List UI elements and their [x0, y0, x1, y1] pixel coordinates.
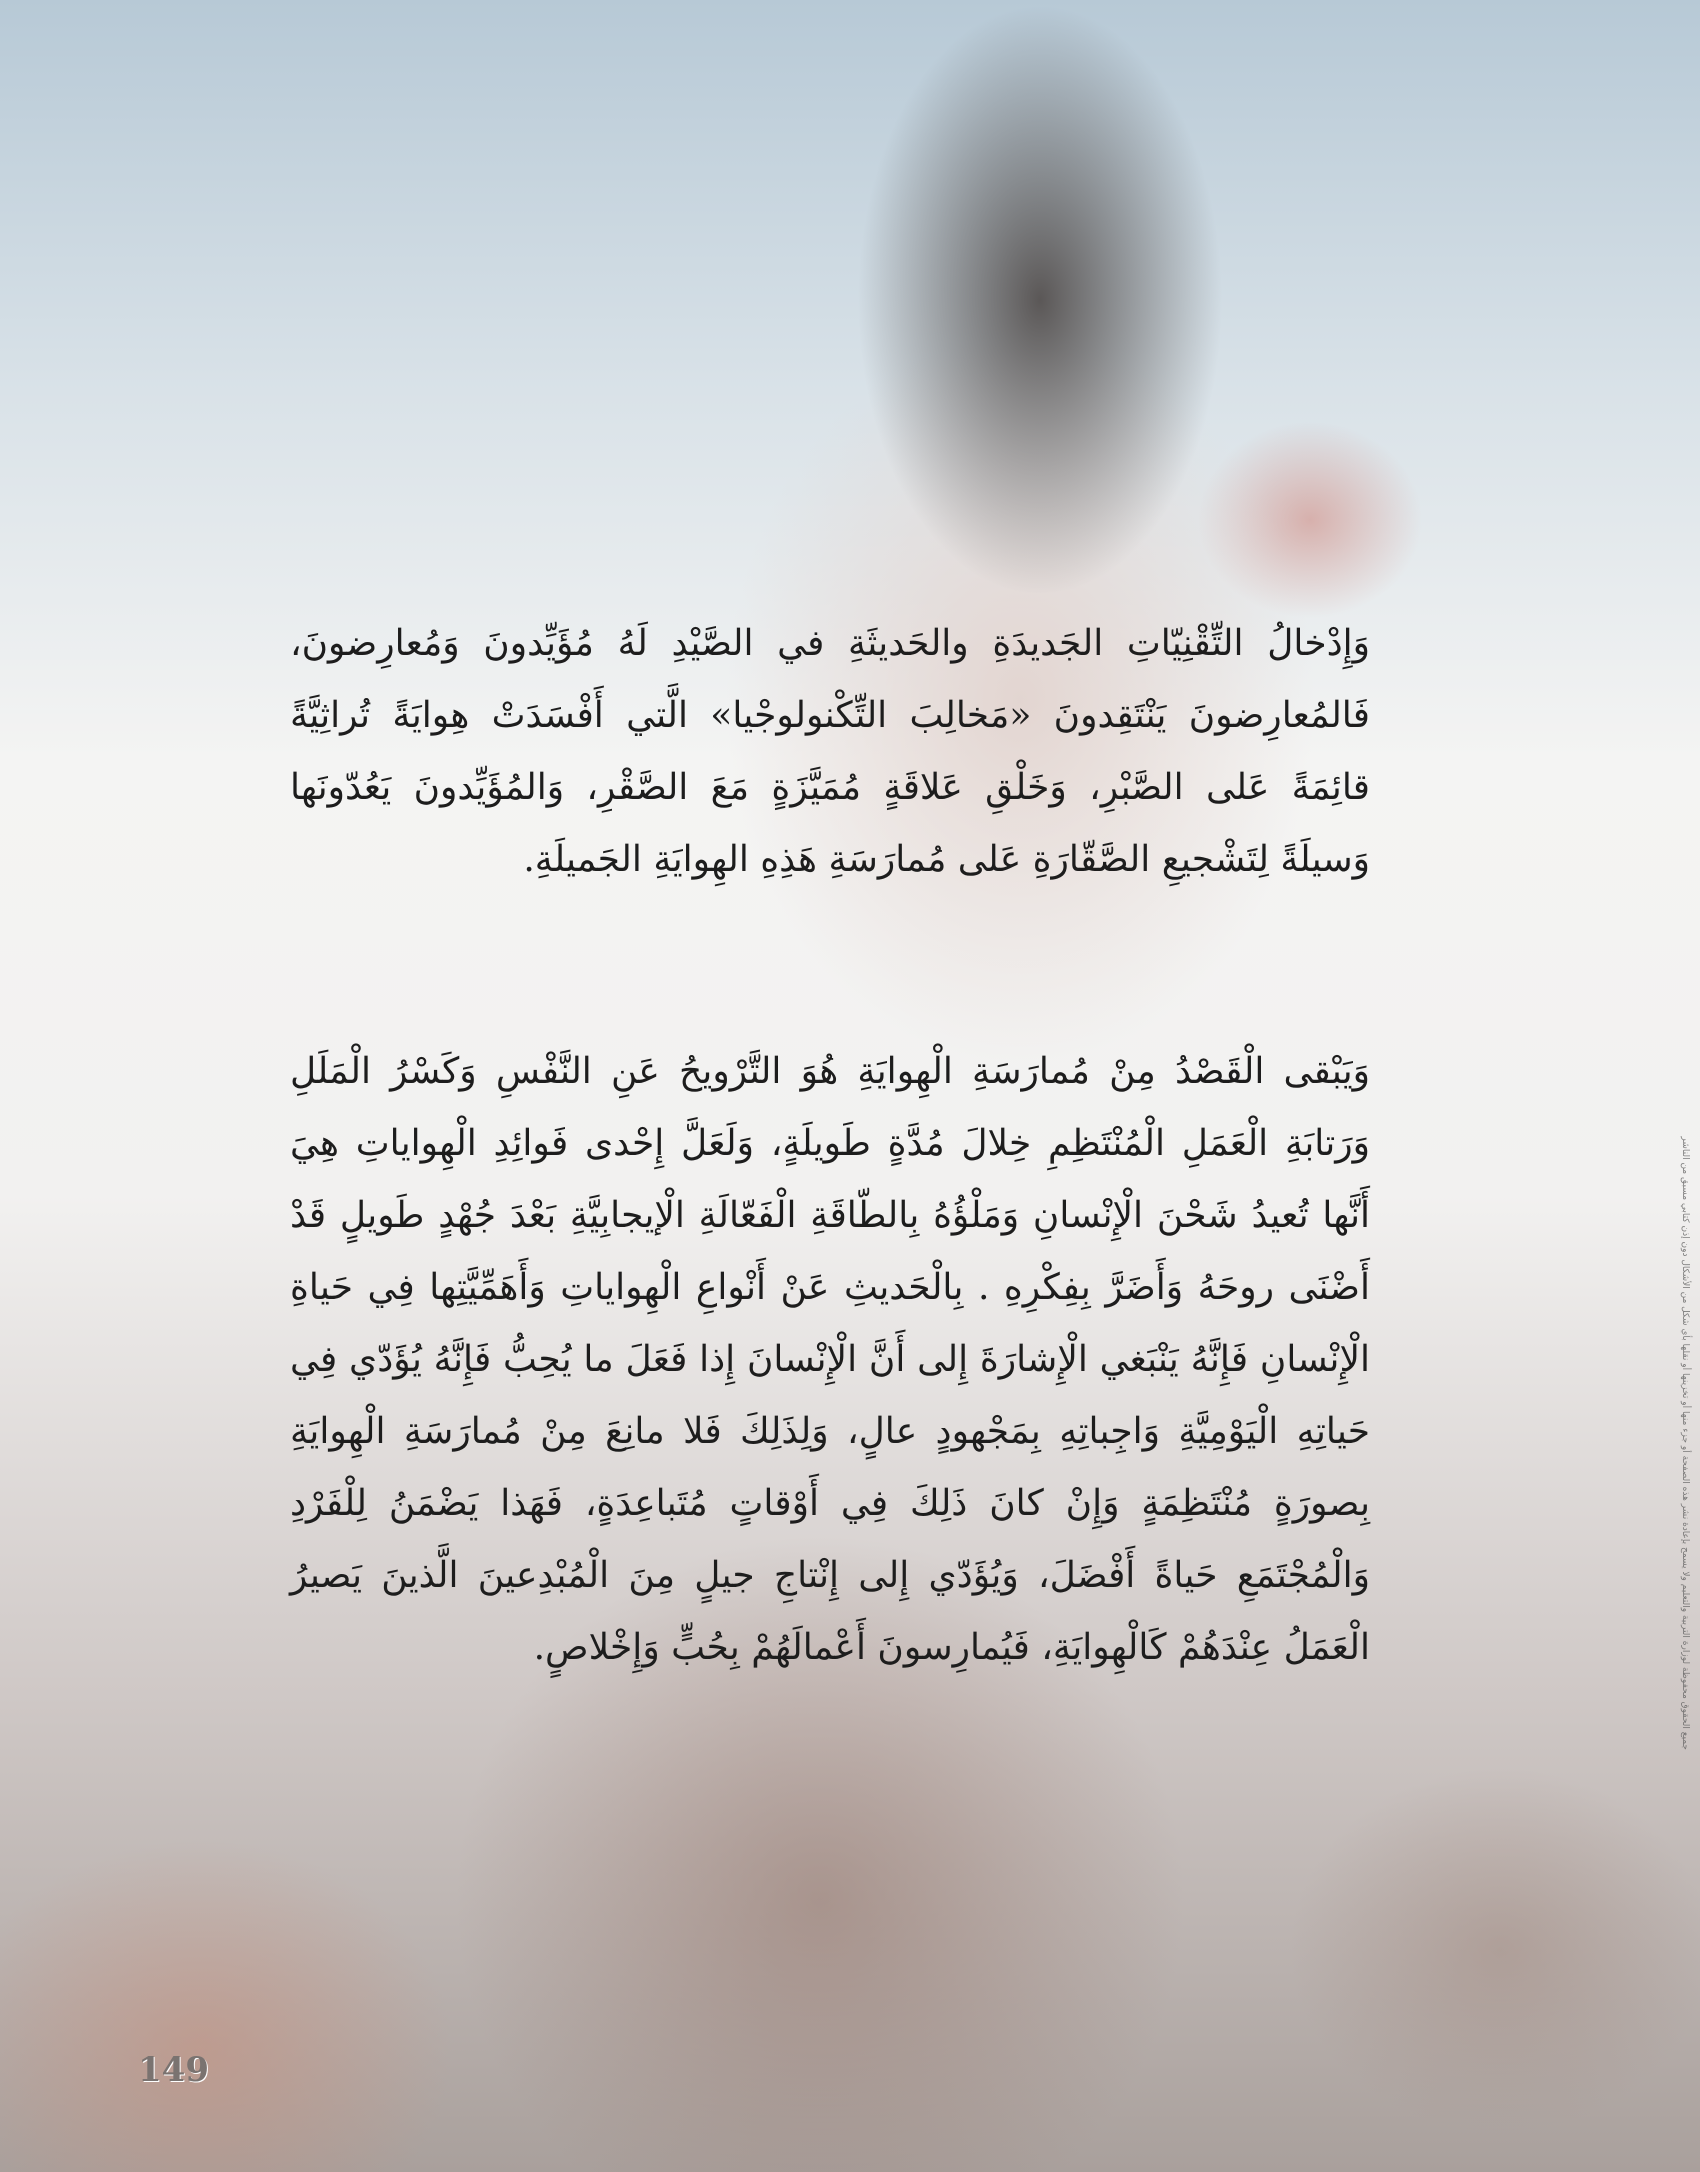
- copyright-side-note: جميع الحقوق محفوظة لوزارة التربية والتعليم ولا يسمح بإعادة نشر هذه الصفحة أو جزء منها أو تخزينها أو نقلها بأي شكل من الأشكال دون إذن كتابي مسبق من الناشر: [1680, 1136, 1690, 1750]
- paragraph-hobby-benefits: وَيَبْقى الْقَصْدُ مِنْ مُمارَسَةِ الْهِوايَةِ هُوَ التَّرْويحُ عَنِ النَّفْسِ وَكَسْرُ الْمَلَلِ وَرَتابَةِ الْعَمَلِ الْمُنْتَظِمِ خِلالَ مُدَّةٍ طَويلَةٍ، وَلَعَلَّ إِحْدى فَوائِدِ الْهِواياتِ هِيَ أَنَّها تُعيدُ شَحْنَ الْإِنْسانِ وَمَلْؤُهُ بِالطّاقَةِ الْفَعّالَةِ الْإيجابِيَّةِ بَعْدَ جُهْدٍ طَويلٍ قَدْ أَضْنَى روحَهُ وَأَضَرَّ بِفِكْرِهِ . بِالْحَديثِ عَنْ أَنْواعِ الْهِواياتِ وَأَهَمِّيَّتِها فِي حَياةِ الْإِنْسانِ فَإِنَّهُ يَنْبَغي الْإِشارَةَ إِلى أَنَّ الْإِنْسانَ إِذا فَعَلَ ما يُحِبُّ فَإِنَّهُ يُؤَدّي فِي حَياتِهِ الْيَوْمِيَّةِ وَاجِباتِهِ بِمَجْهودٍ عالٍ، وَلِذَلِكَ فَلا مانِعَ مِنْ مُمارَسَةِ الْهِوايَةِ بِصورَةٍ مُنْتَظِمَةٍ وَإِنْ كانَ ذَلِكَ فِي أَوْقاتٍ مُتَباعِدَةٍ، فَهَذا يَضْمَنُ لِلْفَرْدِ وَالْمُجْتَمَعِ حَياةً أَفْضَلَ، وَيُؤَدّي إِلى إِنْتاجِ جيلٍ مِنَ الْمُبْدِعينَ الَّذينَ يَصيرُ الْعَمَلُ عِنْدَهُمْ كَالْهِوايَةِ، فَيُمارِسونَ أَعْمالَهُمْ بِحُبٍّ وَإِخْلاصٍ.: [290, 1051, 1370, 1668]
- page-number: 149: [138, 2050, 209, 2090]
- paragraph-hunting-technology: وَإِدْخالُ التِّقْنِيّاتِ الجَديدَةِ والحَديثَةِ في الصَّيْدِ لَهُ مُؤَيِّدونَ وَمُعارِضونَ، فَالمُعارِضونَ يَنْتَقِدونَ «مَخالِبَ التِّكْنولوجْيا» الَّتي أَفْسَدَتْ هِوايَةً تُراثِيَّةً قائِمَةً عَلى الصَّبْرِ، وَخَلْقِ عَلاقَةٍ مُمَيَّزَةٍ مَعَ الصَّقْرِ، وَالمُؤَيِّدونَ يَعُدّونَها وَسيلَةً لِتَشْجيعِ الصَّقّارَةِ عَلى مُمارَسَةِ هَذِهِ الهِوايَةِ الجَميلَةِ.: [290, 623, 1370, 880]
